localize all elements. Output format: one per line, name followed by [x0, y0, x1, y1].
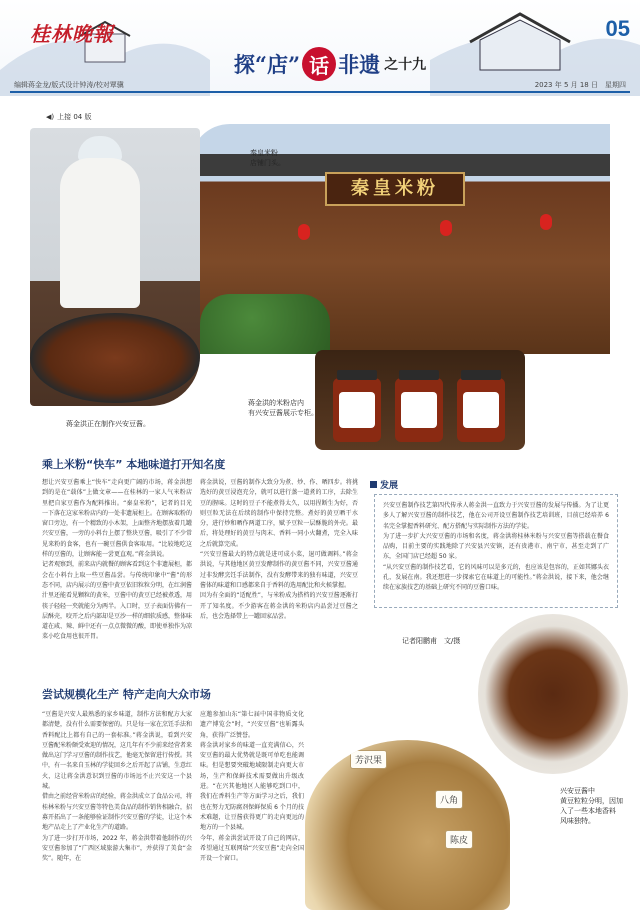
- lantern: [298, 224, 310, 240]
- spice-tag: 陈皮: [445, 830, 473, 849]
- shop-sign: 秦皇米粉: [325, 172, 465, 206]
- chef-figure: [60, 158, 140, 308]
- development-text: 兴安豆酱制作技艺第四代传承人蒋金洪一直致力于兴安豆酱的发展与传播。为了让更多人了解兴安豆酱的制作技艺，他在公司开设豆酱制作技艺培训班，目前已经培养 6 名完全掌握香料研究、配方搭配与实际制作方法的学徒。 为了进一步扩大兴安豆酱的市场和名度，蒋金洪将桂林米粉与兴安豆酱等搭载在餐食品购，目前主要的实践地除了兴安县兴安镇，还有贵港市、南宁市，甚至走到了广东，全国门店已经超 50 家。 “从兴安豆酱的制作技艺看，它的风味可以是多元的，也应该是包容的，正如其娜头衣孔，发展在南。我还想进一步探索它在味道上的可能性。”蒋金洪说，接下来，他会继续在家族技艺的基础上研究不同的豆酱口味。: [374, 494, 618, 608]
- continued-note: [46, 112, 91, 122]
- dish-photo: [478, 614, 628, 774]
- lantern: [540, 214, 552, 230]
- column-title-left: 探“店”: [233, 52, 301, 77]
- development-label: [370, 478, 398, 491]
- column-title-suffix: 之十九: [384, 57, 427, 73]
- sauce-jar: [333, 378, 381, 442]
- issue-date: 2023 年 5 月 18 日 星期四: [534, 81, 626, 89]
- section-2-column-2: 应邀参加山东“第七届中国非物质文化遗产博览会”时，“兴安豆酱”也斩露头角，获得广泛赞誉。 蒋金洪对家乡的味道一直充满信心，兴安豆酱的最大优势就是既可单吃也能调味。但是想要突破地域限制走向更大市场，生产和保鲜技术需要做出升级改进。“在兴其他地区人能够吃到口中，我们在香料生产等方面学习之后，我们也在努力无防腐剂保鲜保质 6 个月的技术难题，让豆酱获得更广的走向更远的地方的一个县城。 今年，蒋金洪尝试开设了自己的网店，希望通过互联网给“兴安豆酱”走向全国开设一个窗口。: [200, 711, 304, 863]
- section-1-title: 乘上米粉“快车” 本地味道打开知名度: [42, 458, 226, 471]
- cook-caption: 蒋金洪正在制作兴安豆酱。: [66, 420, 150, 428]
- section-2-title: 尝试规模化生产 特产走向大众市场: [42, 688, 211, 701]
- cooking-pot: [30, 313, 200, 403]
- speaker-icon: ◀): [46, 113, 55, 121]
- byline: 记者阳鹏甫 文/摄: [402, 637, 461, 645]
- cook-photo: [30, 128, 200, 406]
- editor-credits: 编辑蒋金龙/版式设计钟涛/校对覃骥: [14, 81, 124, 89]
- lantern: [440, 220, 452, 236]
- section-1-column-1: 想让兴安豆酱乘上“快车”走向更广阔的市场，蒋金洪想到的是在“载体”上做文章——在桂林的一家人气米粉店里把自家豆酱作为配料推出。“秦皇米粉”，记者的目光一下落在这家米粉店内的一处非遗展柜上。在顾客取粉的窗口旁边，有一个精致的小木架，上面整齐地摆放着几罐兴安豆酱，一旁的小料台上摆了整块豆酱，吸引了不少常见来粉的食客，也有一碗豆酱供食客取用。“比较地吃这样的豆酱的，让顾客能一尝更直观。”蒋金洪说。 记者观察到，前来店内就餐的顾客看到这个非遗展柜，都会在小料台上取一些豆酱品尝。与传统印象中“酱”的形态不同，店内展示的豆酱中黄豆依旧粒粒分明，在红润酱汁里还能看见颗粒的黄米，豆酱中的黄豆已经被煮透，用筷子轻轻一夹就能分为两半。入口时，豆子表面仿佛有一层酥壳，咬开之后内部却是豆沙一样的细软质感，整体味道在咸、辣、鲜中还有一点点微微的酸，即使单独作为凉菜小吃食用也很开胃。: [42, 479, 192, 641]
- column-title-circle: 话: [302, 47, 336, 81]
- sauce-jar: [457, 378, 505, 442]
- dish-caption: 兴安豆酱中 黄豆粒粒分明，因加 入了一些本地香料 风味独特。: [560, 787, 623, 825]
- potted-plants: [200, 294, 330, 354]
- section-2-column-1: “豆酱是兴安人最熟悉的家乡味道，制作方法和配方大家都清楚，没有什么需要保密的。只是每一家在烹饪手法和香料配比上都有自己的一套标准。”蒋金洪说，看到兴安豆酱配米粉颇受欢迎的情况，这几年有不少前来经营者来做出这门学习豆酱的制作技艺，他毫无保留进行传授。其中，有一名来自玉林的学徒回乡之后开起了店铺，生意红火，这让蒋金洪意识到豆酱的市场远不止兴安这一个县城。 借由之前经营米粉店的经验，蒋金洪成立了食品公司，将桂林米粉与兴安豆酱等特色美食品的制作销售相融合，招募开拓出了一条能够验证制作兴安豆酱的学徒，让这个本地产品走上了产业化生产的道路。 为了进一步打开市场，2022 年，蒋金洪带着他制作的兴安豆酱参加了“广西区域旅游大集市”，并获得了美食“金奖”。随年，在: [42, 711, 192, 863]
- jars-photo: [315, 350, 525, 450]
- section-1-column-2: 蒋金洪说，豆酱的制作大致分为煮、炒、作、晒四步。将挑选好的黄豆浸泡充分，就可以进行蒸一道煮的工序，去除生豆的腥味。这时的豆子不能煮得太久，以用捏断生为好，否则豆粒无法在后续的制作中保持完整。煮好的黄豆晒干水分，进行炒和晒作两道工序，赋予豆粒一层酥脆的外壳。最后，将处理好的黄豆与肉末、香料一同小火翻煮，完全入味之后就算完成。 “兴安豆酱最大的特点就是进可成小菜，退可做调料。”蒋金洪说，与其他地区黄豆发酵制作的黄豆酱不同，兴安豆酱通过非发酵烹饪手法制作，没有发酵带来的独有味道，兴安豆酱体的味道和口感都来自于香料的选用配比和火候掌握。 因为有全面的“适配性”，与米粉成为搭档的兴安豆酱逐渐打开了知名度。不少游客在蒋金洪的米粉店内品尝过豆酱之后，也会选择带上一罐回家品尝。: [200, 479, 358, 620]
- jars-caption: 蒋金洪的米粉店内 有兴安豆酱展示专柜。: [248, 399, 318, 417]
- development-label-text: 发展: [380, 481, 399, 491]
- page-header: [0, 0, 640, 96]
- column-title: [210, 44, 450, 84]
- column-title-right: 非遗: [338, 52, 381, 77]
- newspaper-masthead: 桂林晚報: [30, 22, 114, 46]
- spice-tag: 八角: [435, 790, 463, 809]
- header-rule: [10, 91, 630, 93]
- shop-caption: 秦皇米粉 店铺门头。: [250, 149, 285, 167]
- sauce-jar: [395, 378, 443, 442]
- spice-tag: 芳沢果: [350, 750, 387, 769]
- square-bullet-icon: [370, 481, 377, 488]
- spice-photo: [305, 740, 510, 910]
- page-number: 05: [605, 16, 630, 41]
- continued-text: 上接 04 版: [57, 113, 92, 121]
